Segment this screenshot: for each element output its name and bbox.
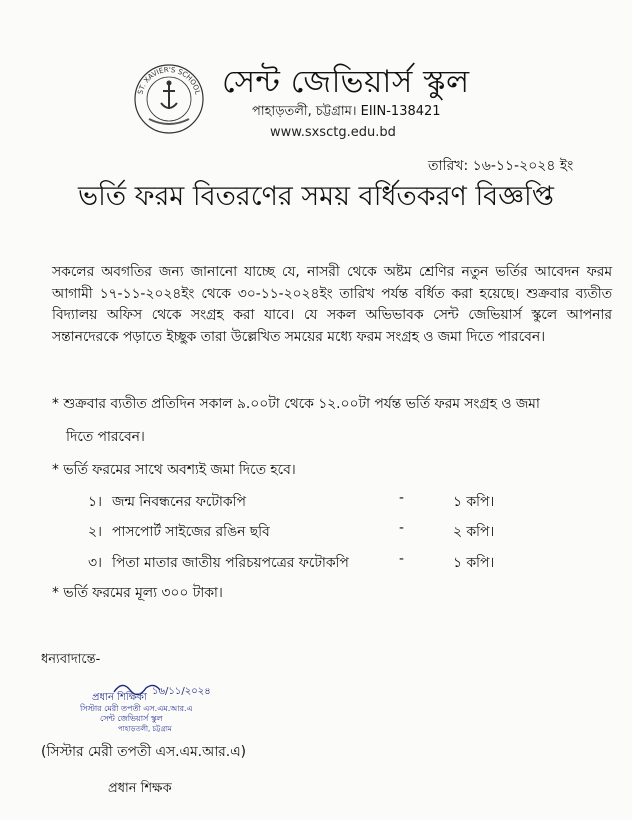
- document-quantity: ২ কপি।: [453, 524, 495, 540]
- stamp-place: পাহাড়তলী, চট্টগ্রাম: [118, 725, 172, 733]
- document-name: পাসপোর্ট সাইজের রঙিন ছবি: [112, 524, 270, 540]
- timing-note-line1: * শুক্রবার ব্যতীত প্রতিদিন সকাল ৯.০০টা থেকে ১২.০০টা পর্যন্ত ভর্তি ফরম সংগ্রহ ও জমা: [52, 396, 540, 412]
- signature-date: ১৬/১১/২০২৪: [152, 686, 211, 697]
- logo-ring-text: ST. XAVIER'S SCHOOL: [136, 65, 202, 96]
- school-name: সেন্ট জেভিয়ার্স স্কুল: [222, 64, 470, 100]
- closing-regards: ধন্যবাদান্তে-: [41, 652, 101, 667]
- document-number: ৩।: [88, 555, 102, 571]
- stamp-title: প্রধান শিক্ষিকা: [92, 692, 147, 703]
- document-name: জন্ম নিবন্ধনের ফটোকপি: [112, 494, 246, 510]
- head-name: (সিস্টার মেরী তপতী এস.এম.আর.এ): [41, 744, 247, 760]
- notice-date: তারিখ: ১৬-১১-২০২৪ ইং: [428, 158, 574, 174]
- document-dash: -: [399, 551, 404, 567]
- document-quantity: ১ কপি।: [453, 555, 495, 571]
- stamp-school: সেন্ট জেভিয়ার্স স্কুল: [100, 714, 163, 723]
- notice-title: ভর্তি ফরম বিতরণের সময় বর্ধিতকরণ বিজ্ঞপ্তি: [78, 181, 554, 212]
- document-quantity: ১ কপি।: [453, 494, 495, 510]
- timing-note-line2: দিতে পারবেন।: [66, 429, 145, 445]
- official-stamp: [80, 680, 230, 740]
- fee-note: * ভর্তি ফরমের মূল্য ৩০০ টাকা।: [52, 585, 223, 601]
- stamp-name: সিস্টার মেরী তপতী এস.এম.আর.এ: [80, 704, 193, 713]
- school-address: পাহাড়তলী, চট্টগ্রাম। EIIN-138421: [252, 104, 441, 119]
- documents-heading: * ভর্তি ফরমের সাথে অবশ্যই জমা দিতে হবে।: [52, 462, 296, 478]
- document-dash: -: [399, 490, 404, 506]
- document-number: ১।: [88, 494, 102, 510]
- document-number: ২।: [88, 524, 102, 540]
- notice-body: সকলের অবগতির জন্য জানানো যাচ্ছে যে, নাসরী থেকে অষ্টম শ্রেণির নতুন ভর্তির আবেদন ফরম আগামী ১৭-১১-২০২৪ইং থেকে ৩০-১১-২০২৪ইং তারিখ পর্যন্ত বর্ধিত করা হয়েছে। শুক্রবার ব্যতীত বিদ্যালয় অফিস থেকে সংগ্রহ করা যাবে। যে সকল অভিভাবক সেন্ট জেভিয়ার্স স্কুলে আপনার সন্তানদেরকে পড়াতে ইচ্ছুক তারা উল্লেখিত সময়ের মধ্যে ফরম সংগ্রহ ও জমা দিতে পারবেন।: [52, 264, 612, 345]
- school-website: www.sxsctg.edu.bd: [270, 125, 396, 140]
- document-name: পিতা মাতার জাতীয় পরিচয়পত্রের ফটোকপি: [112, 555, 349, 571]
- document-dash: -: [399, 520, 404, 536]
- school-logo: [133, 63, 205, 135]
- head-role: প্রধান শিক্ষক: [108, 781, 172, 796]
